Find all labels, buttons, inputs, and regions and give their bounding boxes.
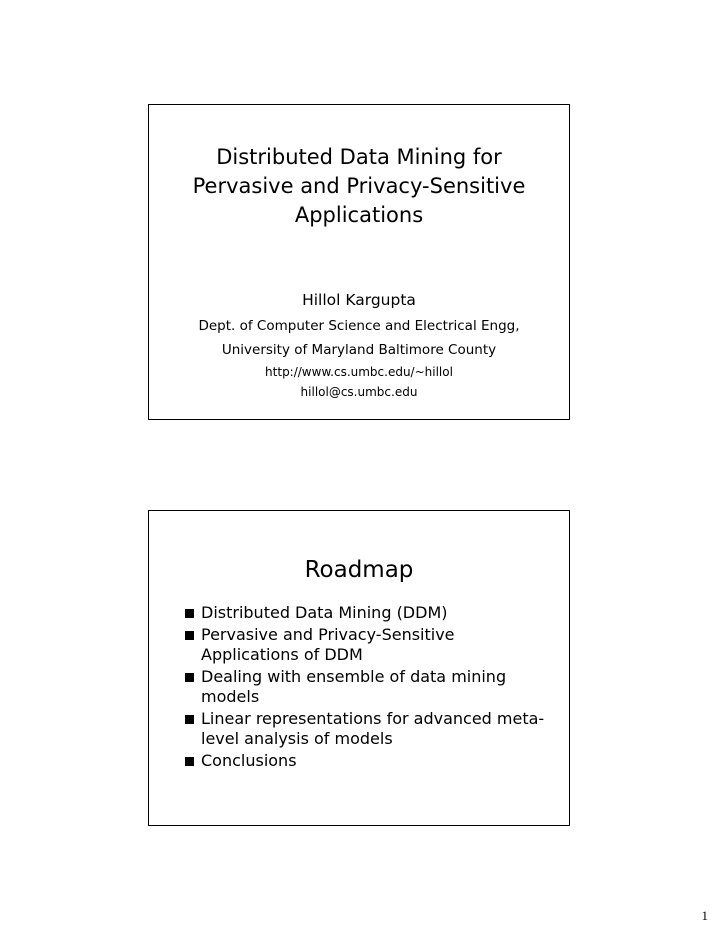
bullet-text: Pervasive and Privacy-Sensitive Applications of DDM bbox=[201, 625, 455, 664]
square-bullet-icon bbox=[185, 609, 194, 618]
page-number: 1 bbox=[701, 908, 708, 923]
bullet-text: Linear representations for advanced meta-level analysis of models bbox=[201, 709, 545, 748]
author-block bbox=[149, 289, 569, 402]
square-bullet-icon bbox=[185, 631, 194, 640]
slide-title bbox=[149, 143, 569, 230]
square-bullet-icon bbox=[185, 673, 194, 682]
university: University of Maryland Baltimore County bbox=[221, 342, 497, 358]
bullet-text: Conclusions bbox=[201, 751, 297, 770]
slide-title: Roadmap bbox=[304, 557, 414, 583]
bullet-text: Distributed Data Mining (DDM) bbox=[201, 603, 448, 622]
author-name: Hillol Kargupta bbox=[302, 291, 416, 309]
bullet-item bbox=[185, 709, 555, 749]
author-email: hillol@cs.umbc.edu bbox=[300, 385, 418, 399]
bullet-item bbox=[185, 751, 555, 771]
title-line: Pervasive and Privacy-Sensitive bbox=[192, 174, 526, 198]
department: Dept. of Computer Science and Electrical Engg, bbox=[198, 318, 520, 334]
square-bullet-icon bbox=[185, 715, 194, 724]
title-slide bbox=[148, 104, 570, 420]
bullet-item bbox=[185, 667, 555, 707]
bullet-list bbox=[185, 603, 555, 773]
author-url: http://www.cs.umbc.edu/~hillol bbox=[265, 365, 453, 379]
bullet-item bbox=[185, 603, 555, 623]
title-line: Applications bbox=[294, 203, 424, 227]
bullet-item bbox=[185, 625, 555, 665]
title-line: Distributed Data Mining for bbox=[216, 145, 502, 169]
roadmap-slide bbox=[148, 510, 570, 826]
square-bullet-icon bbox=[185, 757, 194, 766]
bullet-text: Dealing with ensemble of data mining models bbox=[201, 667, 507, 706]
